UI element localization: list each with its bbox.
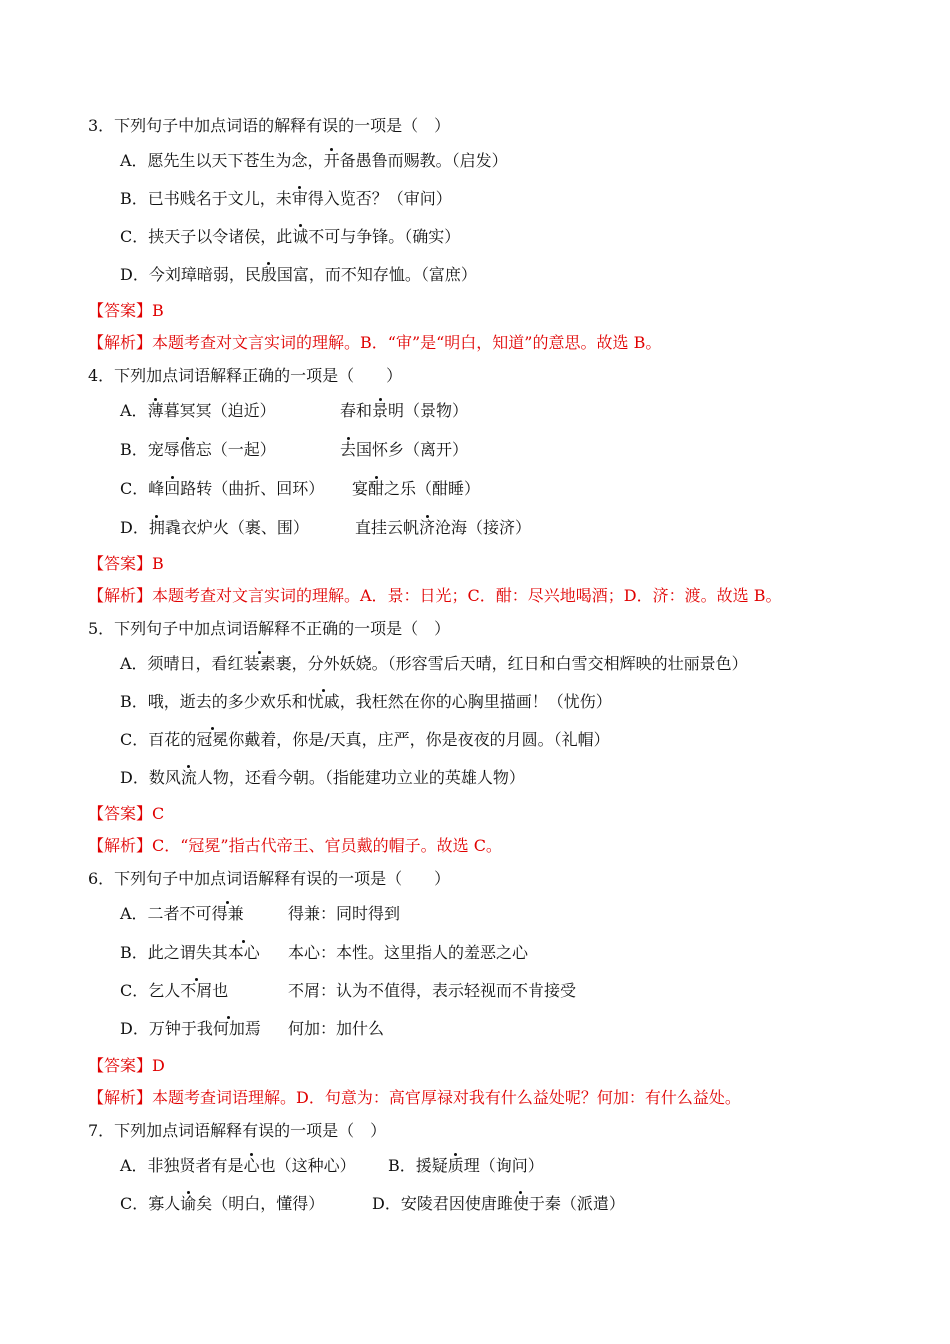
question-6-answer: 【答案】D	[88, 1056, 165, 1075]
question-4-stem: 4．下列加点词语解释正确的一项是（ ）	[88, 366, 403, 385]
dotted-word: 质	[447, 1156, 464, 1175]
question-6-option-a	[120, 904, 244, 924]
option-text: ，分外妖娆。（形容雪后天晴，红日和白雪交相辉映的壮丽景色）	[291, 654, 748, 673]
option-text: 之乐（酣睡）	[384, 479, 481, 498]
question-3-analysis: 【解析】本题考查对文言实词的理解。B．“审”是“明白，知道”的意思。故选 B。	[88, 333, 662, 352]
option-text: 也（这种心）	[259, 1156, 356, 1175]
dotted-word: 景	[372, 401, 389, 420]
option-text: D．	[120, 518, 149, 537]
question-5-option-a	[120, 654, 748, 674]
option-text: 也	[212, 981, 229, 1000]
question-6-option-a-gloss: 得兼：同时得到	[288, 904, 401, 923]
option-text: 不可与争锋。（确实）	[308, 227, 461, 246]
option-text: C．寡人	[120, 1194, 181, 1213]
dotted-word: 去	[340, 440, 357, 459]
option-text: 沧海（接济）	[435, 518, 532, 537]
question-3-option-c	[120, 227, 460, 247]
question-6-analysis: 【解析】本题考查词语理解。D．句意为：高官厚禄对我有什么益处呢？何加：有什么益处。	[88, 1088, 741, 1107]
question-6-option-c	[120, 981, 228, 1001]
option-text: 暮冥冥（迫近）	[163, 401, 276, 420]
option-text: 宴	[352, 479, 369, 498]
option-text: 物，还看今朝。（指能建功立业的英雄人物）	[212, 768, 525, 787]
question-4-option-d-second	[355, 518, 531, 538]
dotted-word: 使	[512, 1194, 529, 1213]
option-text: 得入览否？（审问）	[307, 189, 452, 208]
question-6-option-d	[120, 1019, 261, 1039]
option-text: 忘（一起）	[195, 440, 276, 459]
dotted-word: 心	[243, 1156, 260, 1175]
option-text: A．	[120, 401, 148, 420]
option-text: A．愿先生以天下苍生为念，	[120, 151, 324, 170]
dotted-word: 殷	[260, 265, 277, 284]
dotted-word: 诚	[292, 227, 309, 246]
dotted-word: 偕	[179, 440, 196, 459]
option-text: A．非独贤者有是	[120, 1156, 244, 1175]
question-6-option-b	[120, 943, 260, 963]
question-4-option-a-second	[340, 401, 468, 421]
question-6-option-c-gloss: 不屑：认为不值得，表示轻视而不肯接受	[288, 981, 577, 1000]
dotted-word: 回	[164, 479, 181, 498]
question-4-option-a	[120, 401, 276, 421]
dotted-word: 不屑	[180, 981, 213, 1000]
option-text: D．今刘璋暗弱，民	[120, 265, 261, 284]
dotted-word: 开	[323, 151, 340, 170]
question-4-option-c-second	[352, 479, 480, 499]
dotted-word: 风流人	[164, 768, 213, 787]
question-6-option-d-gloss: 何加：加什么	[288, 1019, 385, 1038]
option-text: C．挟天子以令诸侯，此	[120, 227, 293, 246]
option-text: ，我枉然在你的心胸里描画！（忧伤）	[339, 692, 612, 711]
option-text: C．峰	[120, 479, 165, 498]
option-text: B．援疑	[388, 1156, 448, 1175]
question-5-stem: 5．下列句子中加点词语解释不正确的一项是（ ）	[88, 619, 451, 638]
option-text: D．万钟于我	[120, 1019, 213, 1038]
dotted-word: 拥	[148, 518, 165, 537]
question-6-option-b-gloss: 本心：本性。这里指人的羞恶之心	[288, 943, 529, 962]
option-text: B．此之谓失其	[120, 943, 228, 962]
option-text: D．数	[120, 768, 165, 787]
dotted-word: 薄	[147, 401, 164, 420]
dotted-word: 红装素裹	[227, 654, 292, 673]
option-text: 焉	[244, 1019, 261, 1038]
question-3-option-d	[120, 265, 477, 285]
question-7-option-b	[388, 1156, 544, 1176]
question-4-option-d	[120, 518, 309, 538]
option-text: C．乞人	[120, 981, 181, 1000]
question-7-option-a	[120, 1156, 356, 1176]
question-3-option-a	[120, 151, 508, 171]
option-text: C．百花的	[120, 730, 197, 749]
option-text: 矣（明白，懂得）	[196, 1194, 325, 1213]
question-4-analysis: 【解析】本题考查对文言实词的理解。A．景：日光；C．酣：尽兴地喝酒；D．济：渡。故选 B。	[88, 586, 782, 605]
question-3-stem: 3．下列句子中加点词语的解释有误的一项是（ ）	[88, 116, 451, 135]
option-text: 毳衣炉火（裹、围）	[164, 518, 309, 537]
question-5-option-d	[120, 768, 525, 788]
question-5-option-c	[120, 730, 610, 750]
option-text: 备愚鲁而赐教。（启发）	[339, 151, 508, 170]
option-text: 明（景物）	[388, 401, 469, 420]
option-text: B．哦，逝去的多少欢乐和	[120, 692, 308, 711]
question-4-option-c	[120, 479, 324, 499]
option-text: D．安陵君因使唐雎	[372, 1194, 513, 1213]
option-text: 于秦（派遣）	[528, 1194, 625, 1213]
question-7-option-d	[372, 1194, 625, 1214]
question-6-stem: 6．下列句子中加点词语解释有误的一项是（ ）	[88, 869, 451, 888]
dotted-word: 忧戚	[307, 692, 340, 711]
dotted-word: 本心	[227, 943, 260, 962]
question-7-stem: 7．下列加点词语解释有误的一项是（ ）	[88, 1121, 387, 1140]
question-4-option-b-second	[340, 440, 468, 460]
dotted-word: 冠冕	[196, 730, 229, 749]
question-4-answer: 【答案】B	[88, 554, 164, 573]
question-5-option-b	[120, 692, 612, 712]
option-text: A．二者不可	[120, 904, 212, 923]
dotted-word: 酣	[368, 479, 385, 498]
dotted-word: 审	[291, 189, 308, 208]
option-text: 路转（曲折、回环）	[180, 479, 325, 498]
option-text: B．已书贱名于文儿，未	[120, 189, 292, 208]
dotted-word: 得兼	[211, 904, 244, 923]
dotted-word: 何加	[212, 1019, 245, 1038]
option-text: 春和	[340, 401, 373, 420]
option-text: B．宠辱	[120, 440, 180, 459]
option-text: 理（询问）	[463, 1156, 544, 1175]
question-5-answer: 【答案】C	[88, 804, 165, 823]
dotted-word: 济	[419, 518, 436, 537]
option-text: 国富，而不知存恤。（富庶）	[276, 265, 477, 284]
option-text: 你戴着，你是/天真，庄严，你是夜夜的月圆。（礼帽）	[228, 730, 610, 749]
question-4-option-b	[120, 440, 276, 460]
option-text: A．须晴日，看	[120, 654, 228, 673]
question-3-option-b	[120, 189, 452, 209]
option-text: 国怀乡（离开）	[356, 440, 469, 459]
question-7-option-c	[120, 1194, 324, 1214]
question-5-analysis: 【解析】C．“冠冕”指古代帝王、官员戴的帽子。故选 C。	[88, 836, 502, 855]
question-3-answer: 【答案】B	[88, 301, 164, 320]
option-text: 直挂云帆	[355, 518, 420, 537]
dotted-word: 谕	[180, 1194, 197, 1213]
